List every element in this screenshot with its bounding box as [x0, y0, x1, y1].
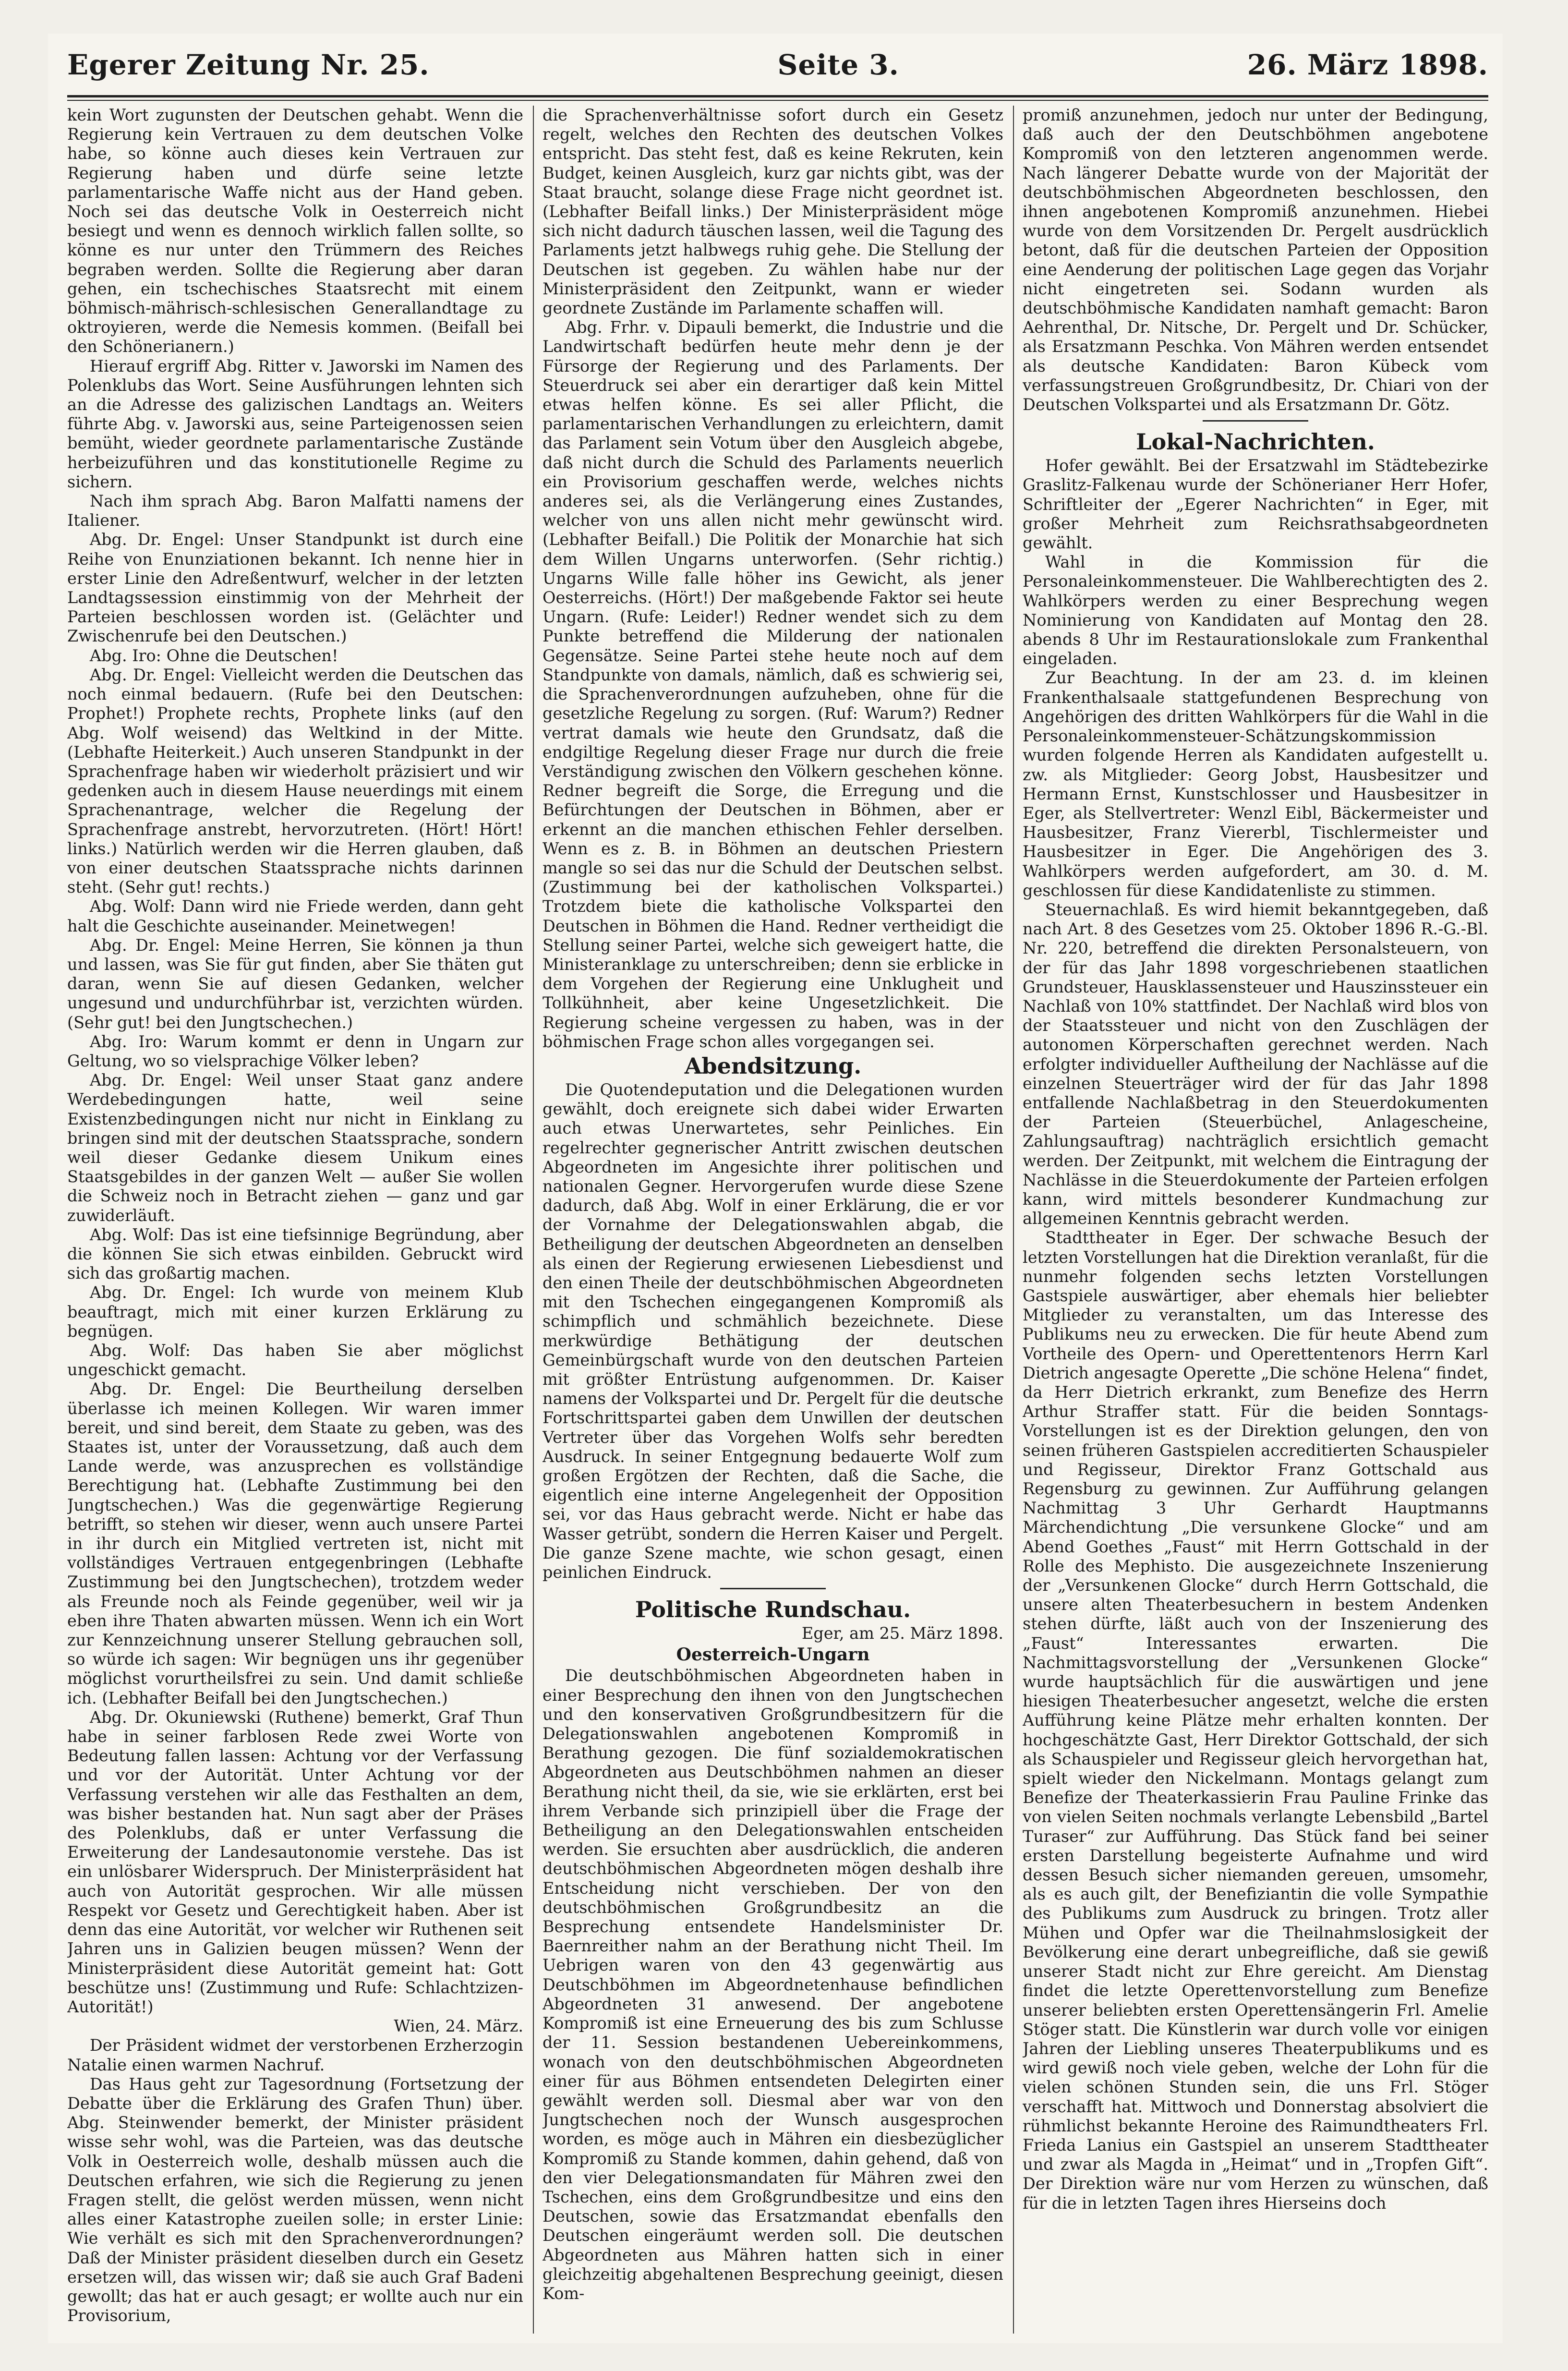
- article-paragraph: Nach ihm sprach Abg. Baron Malfatti namens der Italiener.: [67, 492, 523, 530]
- masthead-rule: [67, 95, 1488, 97]
- article-paragraph: Zur Beachtung. In der am 23. d. im kleinen Frankenthalsaale stattgefundenen Besprechung von Angehörigen des dritten Wahlkörpers für die Wahl in die Personaleinkommensteuer-Schätzungskommission wurden folgende Herren als Kandidaten aufgestellt u. zw. als Mitglieder: Georg Jobst, Hausbesitzer und Hermann Ernst, Kunstschlosser und Hausbesitzer in Eger, als Stellvertreter: Wenzl Eibl, Bäckermeister und Hausbesitzer, Franz Viererbl, Tischlermeister und Hausbesitzer in Eger. Die Angehörigen des 3. Wahlkörpers werden aufgefordert, am 30. d. M. geschlossen für diese Kandidatenliste zu stimmen.: [1023, 668, 1488, 900]
- column-2: [543, 106, 1003, 2334]
- issue-date: 26. März 1898.: [1247, 48, 1488, 81]
- article-paragraph: Abg. Iro: Warum kommt er denn in Ungarn zur Geltung, wo so vielsprachige Völker leben?: [67, 1032, 523, 1070]
- article-paragraph: Wahl in die Kommission für die Personaleinkommensteuer. Die Wahlberechtigten des 2. Wahlkörpers werden zu einer Besprechung wegen Nominierung von Kandidaten auf Montag den 28. abends 8 Uhr im Restaurationslokale zum Frankenthal eingeladen.: [1023, 553, 1488, 668]
- dateline: Eger, am 25. März 1898.: [801, 1624, 1003, 1643]
- column-1: [67, 106, 523, 2334]
- article-paragraph: Abg. Frhr. v. Dipauli bemerkt, die Industrie und die Landwirtschaft bedürfen heute mehr denn je der Fürsorge der Regierung und des Parlaments. Der Steuerdruck sei aber ein derartiger daß kein Mittel etwas helfen könne. Es sei aller Pflicht, die parlamentarischen Verhandlungen zu erleichtern, damit das Parlament sein Votum über den Ausgleich abgebe, daß nicht durch die Schuld des Parlaments neuerlich ein Provisorium geschaffen werde, welches nichts anderes sei, als die Verlängerung eines Zustandes, welcher von uns allen nicht mehr gewünscht wird. (Lebhafter Beifall.) Die Politik der Monarchie hat sich dem Willen Ungarns unterworfen. (Sehr richtig.) Ungarns Wille falle höher ins Gewicht, als jener Oesterreichs. (Hört!) Der maßgebende Faktor sei heute Ungarn. (Rufe: Leider!) Redner wendet sich zu dem Punkte betreffend die Milderung der nationalen Gegensätze. Seine Partei stehe heute noch auf dem Standpunkte von damals, nämlich, daß es schwierig sei, die Sprachenverordnungen aufzuheben, ohne für die gesetzliche Regelung zu sorgen. (Ruf: Warum?) Redner vertrat damals wie heute den Grundsatz, daß die endgiltige Regelung dieser Frage nur durch die freie Verständigung zwischen den Völkern geschehen könne. Redner begreift die Sorge, die Erregung und die Befürchtungen der Deutschen in Böhmen, aber er erkennt an die manchen ethischen Fehler derselben. Wenn es z. B. in Böhmen an deutschen Priestern mangle so sei das nur die Schuld der Deutschen selbst. (Zustimmung bei der katholischen Volkspartei.) Trotzdem biete die katholische Volkspartei den Deutschen in Böhmen die Hand. Redner vertheidigt die Stellung seiner Partei, welche sich geweigert hatte, die Ministeranklage zu unterschreiben; denn sie erblicke in dem Vorgehen der Regierung eine Unklugheit und Tollkühnheit, aber keine Ungesetzlichkeit. Die Regierung scheine vergessen zu haben, was in der böhmischen Frage schon alles vorgegangen sei.: [543, 318, 1003, 1051]
- newspaper-page: [48, 34, 1503, 2343]
- article-paragraph: Der Präsident widmet der verstorbenen Erzherzogin Natalie einen warmen Nachruf.: [67, 2036, 523, 2074]
- article-paragraph: Abg. Dr. Engel: Die Beurtheilung derselben überlasse ich meinen Kollegen. Wir waren immer bereit, und sind bereit, dem Staate zu geben, was des Staates ist, unter der Voraussetzung, daß auch dem Lande werde, was anzusprechen es vollständige Berechtigung hat. (Lebhafte Zustimmung bei den Jungtschechen.) Was die gegenwärtige Regierung betrifft, so stehen wir dieser, wenn auch unsere Partei in ihr durch ein Mitglied vertreten ist, nicht mit vollständiges Vertrauen entgegenbringen (Lebhafte Zustimmung bei den Jungtschechen), trotzdem weder als Freunde noch als Feinde gegenüber, weil wir ja eben ihre Thaten abwarten müssen. Wenn ich ein Wort zur Kennzeichnung unserer Stellung gebrauchen soll, so würde ich sagen: Wir begnügen uns ihr gegenüber möglichst vorurtheilsfrei zu sein. Und damit schließe ich. (Lebhafter Beifall bei den Jungtschechen.): [67, 1379, 523, 1707]
- section-rule: [1203, 420, 1308, 422]
- article-paragraph: Abg. Dr. Engel: Meine Herren, Sie können ja thun und lassen, was Sie für gut finden, aber Sie thäten gut daran, wenn Sie auf diesen Gedanken, welcher ungesund und undurchführbar ist, verzichten würden. (Sehr gut! bei den Jungtschechen.): [67, 935, 523, 1032]
- dateline: Wien, 24. März.: [394, 2017, 523, 2036]
- article-paragraph: Abg. Dr. Engel: Unser Standpunkt ist durch eine Reihe von Enunziationen bekannt. Ich nenne hier in erster Linie den Adreßentwurf, welcher in der letzten Landtagssession einstimmig von der Mehrheit der Parteien beschlossen worden ist. (Gelächter und Zwischenrufe bei den Deutschen.): [67, 530, 523, 646]
- article-paragraph: Abg. Dr. Okuniewski (Ruthene) bemerkt, Graf Thun habe in seiner farblosen Rede zwei Worte von Bedeutung fallen lassen: Achtung vor der Verfassung und vor der Autorität. Unter Achtung vor der Verfassung verstehen wir alle das Festhalten an dem, was bisher bestanden hat. Nun sagt aber der Präses des Polenklubs, daß er unter Verfassung die Erweiterung der Landesautonomie verstehe. Das ist ein unlösbarer Widerspruch. Der Ministerpräsident hat auch von Autorität gesprochen. Wir alle müssen Respekt vor Gesetz und Gerechtigkeit haben. Aber ist denn das eine Autorität, vor welcher wir Ruthenen seit Jahren uns in Galizien beugen müssen? Wenn der Ministerpräsident diese Autorität gemeint hat: Gott beschütze uns! (Zustimmung und Rufe: Schlachtzizen-Autorität!): [67, 1707, 523, 2016]
- article-paragraph: Abg. Iro: Ohne die Deutschen!: [89, 646, 338, 665]
- article-paragraph: Die Quotendeputation und die Delegationen wurden gewählt, doch ereignete sich dabei wider Erwarten auch etwas Unerwartetes, sehr Peinliches. Ein regelrechter gegnerischer Antritt zwischen deutschen Abgeordneten im Angesichte ihrer politischen und nationalen Gegner. Hervorgerufen wurde diese Szene dadurch, daß Abg. Wolf in einer Erklärung, die er vor der Vornahme der Delegationswahlen abgab, die Betheiligung der deutschen Abgeordneten an denselben als einen der Regierung erwiesenen Liebesdienst und den einen Theile der deutschböhmischen Abgeordneten mit den Tschechen eingegangenen Kompromiß als schimpflich und schmählich bezeichnete. Diese merkwürdige Bethätigung der deutschen Gemeinbürgschaft wurde von den deutschen Parteien mit größter Entrüstung aufgenommen. Dr. Kaiser namens der Volkspartei und Dr. Pergelt für die deutsche Fortschrittspartei gaben dem Unwillen der deutschen Vertreter über das Vorgehen Wolfs sehr beredten Ausdruck. In seiner Entgegnung bedauerte Wolf zum großen Ergötzen der Rechten, daß die Sache, die eigentlich eine interne Angelegenheit der Opposition sei, vor das Haus gebracht werde. Nicht er habe das Wasser getrübt, sondern die Herren Kaiser und Pergelt. Die ganze Szene machte, wie schon gesagt, einen peinlichen Eindruck.: [543, 1080, 1003, 1582]
- column-divider-1: [533, 106, 534, 2334]
- article-paragraph: Stadttheater in Eger. Der schwache Besuch der letzten Vorstellungen hat die Direktion veranlaßt, für die nunmehr folgenden sechs letzten Vorstellungen Gastspiele auswärtiger, aber ehemals hier beliebter Mitglieder zu veranstalten, um das Interesse des Publikums neu zu erwecken. Die für heute Abend zum Vortheile des Opern- und Operettentenors Herrn Karl Dietrich angesagte Operette „Die schöne Helena“ findet, da Herr Dietrich erkrankt, zum Benefize des Herrn Arthur Straffer statt. Für die beiden Sonntags-Vorstellungen ist es der Direktion gelungen, den von seinen früheren Gastspielen accreditierten Schauspieler und Regisseur, Direktor Franz Gottschald aus Regensburg zu gewinnen. Zur Aufführung gelangen Nachmittag 3 Uhr Gerhardt Hauptmanns Märchendichtung „Die versunkene Glocke“ und am Abend Goethes „Faust“ mit Herrn Gottschald in der Rolle des Mephisto. Die ausgezeichnete Inszenierung der „Versunkenen Glocke“ durch Herrn Gottschald, die unsere alten Theaterbesuchern in bestem Andenken stehen dürfte, läßt auch von der Inszenierung des „Faust“ Interessantes erwarten. Die Nachmittagsvorstellung der „Versunkenen Glocke“ wurde hauptsächlich für die auswärtigen und jene hiesigen Theaterbesucher angesetzt, welche die ersten Aufführung keine Plätze mehr erhalten konnten. Der hochgeschätzte Gast, Herr Direktor Gottschald, der sich als Schauspieler und Regisseur gleich hervorgethan hat, spielt wieder den Nickelmann. Montags gelangt zum Benefize der Theaterkassierin Frau Pauline Frinke das von vielen Seiten nochmals verlangte Lebensbild „Bartel Turaser“ zur Aufführung. Das Stück fand bei seiner ersten Darstellung begeisterte Aufnahme und wird dessen Besuch sicher niemanden gereuen, umsomehr, als es auch gilt, der Benefiziantin die volle Sympathie des Publikums zum Ausdruck zu bringen. Trotz aller Mühen und Opfer war die Theilnahmslosigkeit der Bevölkerung eine derart unbegreifliche, daß sie gewiß unserer Stadt nicht zur Ehre gereicht. Am Dienstag findet die letzte Operettenvorstellung zum Benefize unserer beliebten ersten Operettensängerin Frl. Amelie Stöger statt. Die Künstlerin war durch volle vor einigen Jahren der Liebling unseres Theaterpublikums und es wird gewiß noch viele geben, welche der Lohn für die vielen schönen Stunden sein, die uns Frl. Stöger verschafft hat. Mittwoch und Donnerstag absolviert die rühmlichst bekannte Heroine des Raimundtheaters Frl. Frieda Lanius ein Gastspiel an unserem Stadttheater und zwar als Magda in „Heimat“ und in „Tropfen Gift“. Der Direktion wäre nur vom Herzen zu wünschen, daß für die in letzten Tagen ihres Hierseins doch: [1023, 1228, 1488, 2213]
- subheading-austria-hungary: Oesterreich-Ungarn: [676, 1645, 870, 1665]
- article-paragraph: Abg. Dr. Engel: Ich wurde von meinem Klub beauftragt, mich mit einer kurzen Erklärung zu begnügen.: [67, 1283, 523, 1341]
- article-paragraph: Die deutschböhmischen Abgeordneten haben in einer Besprechung den ihnen von den Jungtschechen und den konservativen Großgrundbesitzern für die Delegationswahlen angebotenen Kompromiß in Berathung gezogen. Die fünf sozialdemokratischen Abgeordneten aus Deutschböhmen nahmen an dieser Berathung nicht theil, da sie, wie sie erklärten, erst bei ihrem Verbande sich prinzipiell über die Frage der Betheiligung an den Delegationswahlen entscheiden werden. Sie ersuchten aber ausdrücklich, die anderen deutschböhmischen Abgeordneten mögen deshalb ihre Entscheidung nicht verschieben. Der von den deutschböhmischen Großgrundbesitz an die Besprechung entsendete Handelsminister Dr. Baernreither nahm an der Berathung nicht Theil. Im Uebrigen waren von den 43 gegenwärtig aus Deutschböhmen im Abgeordnetenhause befindlichen Abgeordneten 31 anwesend. Der angebotene Kompromiß ist eine Erneuerung des bis zum Schlusse der 11. Session bestandenen Uebereinkommens, wonach von den deutschböhmischen Abgeordneten einer für aus Böhmen entsendeten Delegirten einer gewählt werden soll. Diesmal aber war von den Jungtschechen noch der Wunsch ausgesprochen worden, es möge auch in Mähren ein diesbezüglicher Kompromiß zu Stande kommen, dahin gehend, daß von den vier Delegationsmandaten für Mähren zwei den Tschechen, eins dem Großgrundbesitze und eins den Deutschen, sowie das Ersatzmandat ebenfalls den Deutschen eingeräumt werden soll. Die deutschen Abgeordneten aus Mähren hatten sich in einer gleichzeitig abgehaltenen Besprechung geeinigt, diesen Kom-: [543, 1666, 1003, 2303]
- article-paragraph: Steuernachlaß. Es wird hiemit bekanntgegeben, daß nach Art. 8 des Gesetzes vom 25. Oktober 1896 R.-G.-Bl. Nr. 220, betreffend die direkten Personalsteuern, von der für das Jahr 1898 vorgeschriebenen staatlichen Grundsteuer, Hausklassensteuer und Hauszinssteuer ein Nachlaß von 10% stattfindet. Der Nachlaß wird blos von der Staatssteuer und nicht von den Zuschlägen der autonomen Körperschaften gerechnet werden. Nach erfolgter individueller Auftheilung der Nachlässe auf die einzelnen Steuerträger wird der für das Jahr 1898 entfallende Nachlaßbetrag in den Steuerdokumenten der Parteien (Steuerbüchel, Anlagescheine, Zahlungsauftrag) nachträglich ersichtlich gemacht werden. Der Zeitpunkt, mit welchem die Eintragung der Nachlässe in die Steuerdokumente der Parteien erfolgen kann, wird mittels besonderer Kundmachung zur allgemeinen Kenntnis gebracht werden.: [1023, 900, 1488, 1228]
- article-paragraph: Abg. Dr. Engel: Vielleicht werden die Deutschen das noch einmal bedauern. (Rufe bei den Deutschen: Prophet!) Prophete rechts, Prophete links (auf den Abg. Wolf weisend) das Weltkind in der Mitte. (Lebhafte Heiterkeit.) Auch unseren Standpunkt in der Sprachenfrage haben wir wiederholt präzisiert und wir gedenken auch in diesem Hause neuerdings mit einem Sprachenantrage, welcher die Regelung der Sprachenfrage anstrebt, hervorzutreten. (Hört! Hört! links.) Natürlich werden wir die Herren glauben, daß von einer deutschen Staatssprache nichts darinnen steht. (Sehr gut! rechts.): [67, 665, 523, 897]
- article-paragraph: die Sprachenverhältnisse sofort durch ein Gesetz regelt, welches den Rechten des deutschen Volkes entspricht. Das steht fest, daß es keine Rekruten, kein Budget, keinen Ausgleich, kurz gar nichts gibt, was der Staat braucht, solange diese Frage nicht geordnet ist. (Lebhafter Beifall links.) Der Ministerpräsident möge sich nicht dadurch täuschen lassen, weil die Tagung des Parlaments jetzt halbwegs ruhig gehe. Die Stellung der Deutschen ist gegeben. Zu wählen habe nur der Ministerpräsident den Zeitpunkt, wann er wieder geordnete Zustände im Parlamente schaffen will.: [543, 106, 1003, 318]
- article-paragraph: Das Haus geht zur Tagesordnung (Fortsetzung der Debatte über die Erklärung des Grafen Thun) über. Abg. Steinwender bemerkt, der Minister präsident wisse sehr wohl, was die Parteien, was das deutsche Volk in Oesterreich wolle, deshalb müssen auch die Deutschen erfahren, wie sich die Regierung zu jenen Fragen stellt, die gelöst werden müssen, wenn nicht alles einer Katastrophe zueilen solle; in erster Linie: Wie verhält es sich mit den Sprachenverordnungen? Daß der Minister präsident dieselben durch ein Gesetz ersetzen will, das wissen wir; daß sie auch Graf Badeni gewollt; das hat er auch gesagt; er wollte auch nur ein Provisorium,: [67, 2074, 523, 2325]
- article-paragraph: kein Wort zugunsten der Deutschen gehabt. Wenn die Regierung kein Vertrauen zu dem deutschen Volke habe, so könne auch dieses kein Vertrauen zur Regierung haben und dürfe seine letzte parlamentarische Waffe nicht aus der Hand geben. Noch sei das deutsche Volk in Oesterreich nicht besiegt und wenn es dennoch wirklich fallen sollte, so könne es nur unter den Trümmern des Reiches begraben werden. Sollte die Regierung aber daran gehen, ein tschechisches Staatsrecht mit einem böhmisch-mährisch-schlesischen Generallandtage zu oktroyieren, werde die Nemesis kommen. (Beifall bei den Schönerianern.): [67, 106, 523, 356]
- column-3: [1023, 106, 1488, 2334]
- article-paragraph: Hofer gewählt. Bei der Ersatzwahl im Städtebezirke Graslitz-Falkenau wurde der Schönerianer Herr Hofer, Schriftleiter der „Egerer Nachrichten“ in Eger, mit großer Mehrheit zum Reichsrathsabgeordneten gewählt.: [1023, 456, 1488, 553]
- article-paragraph: Abg. Wolf: Das haben Sie aber möglichst ungeschickt gemacht.: [67, 1341, 523, 1379]
- article-paragraph: promiß anzunehmen, jedoch nur unter der Bedingung, daß auch der den Deutschböhmen angebotene Kompromiß von den letzteren angenommen werde. Nach längerer Debatte wurde von der Majorität der deutschböhmischen Abgeordneten beschlossen, den ihnen angebotenen Kompromiß anzunehmen. Hiebei wurde von dem Vorsitzenden Dr. Pergelt ausdrücklich betont, daß für die deutschen Parteien der Opposition eine Aenderung der politischen Lage gegen das Vorjahr nicht eingetreten sei. Sodann wurden als deutschböhmische Kandidaten namhaft gemacht: Baron Aehrenthal, Dr. Nitsche, Dr. Pergelt und Dr. Schücker, als Ersatzmann Peschka. Von Mähren werden entsendet als deutsche Kandidaten: Baron Kübeck vom verfassungstreuen Großgrundbesitz, Dr. Chiari von der Deutschen Volkspartei und als Ersatzmann Dr. Götz.: [1023, 106, 1488, 414]
- article-paragraph: Abg. Dr. Engel: Weil unser Staat ganz andere Werdebedingungen hatte, weil seine Existenzbedingungen nicht nur nicht in Einklang zu bringen sind mit der deutschen Staatssprache, sondern weil dieser Gedanke diesem Unikum eines Staatsgebildes in der ganzen Welt — außer Sie wollen die Schweiz noch in Betracht ziehen — ganz und gar zuwiderläuft.: [67, 1071, 523, 1225]
- masthead-rule-thin: [67, 100, 1488, 101]
- page-number: Seite 3.: [777, 48, 899, 81]
- masthead: [67, 43, 1488, 86]
- column-divider-2: [1013, 106, 1014, 2334]
- section-heading-evening-session: Abendsitzung.: [684, 1052, 862, 1079]
- article-paragraph: Abg. Wolf: Dann wird nie Friede werden, dann geht halt die Geschichte auseinander. Meinetwegen!: [67, 897, 523, 935]
- article-paragraph: Abg. Wolf: Das ist eine tiefsinnige Begründung, aber die können Sie sich etwas einbilden. Gebruckt wird sich das großartig machen.: [67, 1225, 523, 1283]
- article-paragraph: Hierauf ergriff Abg. Ritter v. Jaworski im Namen des Polenklubs das Wort. Seine Ausführungen lehnten sich an die Adresse des galizischen Landtags an. Weiters führte Abg. v. Jaworski aus, seine Parteigenossen seien bemüht, wieder geordnete parlamentarische Zustände herbeizuführen und das konstitutionelle Regime zu sichern.: [67, 356, 523, 491]
- newspaper-title: Egerer Zeitung Nr. 25.: [67, 48, 430, 81]
- section-heading-politics: Politische Rundschau.: [635, 1597, 911, 1623]
- section-rule: [720, 1588, 826, 1589]
- section-heading-local-news: Lokal-Nachrichten.: [1136, 429, 1375, 455]
